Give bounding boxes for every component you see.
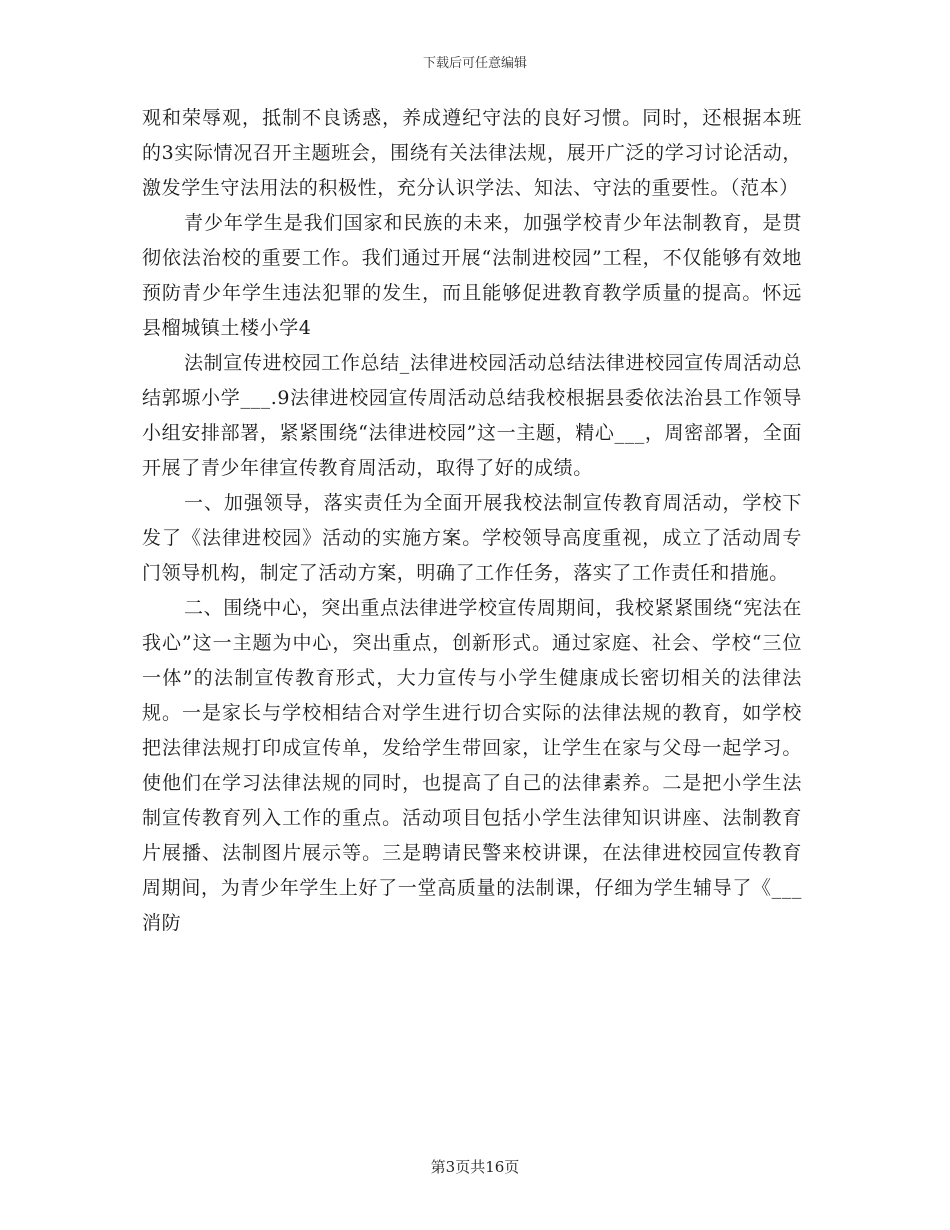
paragraph-1: 观和荣辱观，抵制不良诱惑，养成遵纪守法的良好习惯。同时，还根据本班的3实际情况召开主题班会，围绕有关法律法规，展开广泛的学习讨论活动，激发学生守法用法的积极性，充分认识学法、知法、守法的重要性。（范本） bbox=[142, 107, 802, 199]
page-header: 下载后可任意编辑 bbox=[422, 56, 527, 71]
document-body bbox=[142, 101, 802, 941]
paragraph-3: 法制宣传进校园工作总结_法律进校园活动总结法律进校园宣传周活动总结郭塬小学___.9法律进校园宣传周活动总结我校根据县委依法治县工作领导小组安排部署，紧紧围绕“法律进校园”这一主题，精心___，周密部署，全面开展了青少年律宣传教育周活动，取得了好的成绩。 bbox=[142, 352, 802, 479]
page-number: 第3页共16页 bbox=[430, 1158, 520, 1176]
paragraph-5: 二、围绕中心，突出重点法律进学校宣传周期间，我校紧紧围绕“宪法在我心”这一主题为中心，突出重点，创新形式。通过家庭、社会、学校“三位一体”的法制宣传教育形式，大力宣传与小学生健康成长密切相关的法律法规。一是家长与学校相结合对学生进行切合实际的法律法规的教育，如学校把法律法规打印成宣传单，发给学生带回家，让学生在家与父母一起学习。使他们在学习法律法规的同时，也提高了自己的法律素养。二是把小学生法制宣传教育列入工作的重点。活动项目包括小学生法律知识讲座、法制教育片展播、法制图片展示等。三是聘请民警来校讲课，在法律进校园宣传教育周期间，为青少年学生上好了一堂高质量的法制课，仔细为学生辅导了《___消防 bbox=[142, 597, 802, 934]
paragraph-2: 青少年学生是我们国家和民族的未来，加强学校青少年法制教育，是贯彻依法治校的重要工作。我们通过开展“法制进校园”工程，不仅能够有效地预防青少年学生违法犯罪的发生，而且能够促进教育教学质量的提高。怀远县榴城镇土楼小学4 bbox=[142, 212, 802, 339]
paragraph-4: 一、加强领导，落实责任为全面开展我校法制宣传教育周活动，学校下发了《法律进校园》活动的实施方案。学校领导高度重视，成立了活动周专门领导机构，制定了活动方案，明确了工作任务，落实了工作责任和措施。 bbox=[142, 492, 802, 584]
